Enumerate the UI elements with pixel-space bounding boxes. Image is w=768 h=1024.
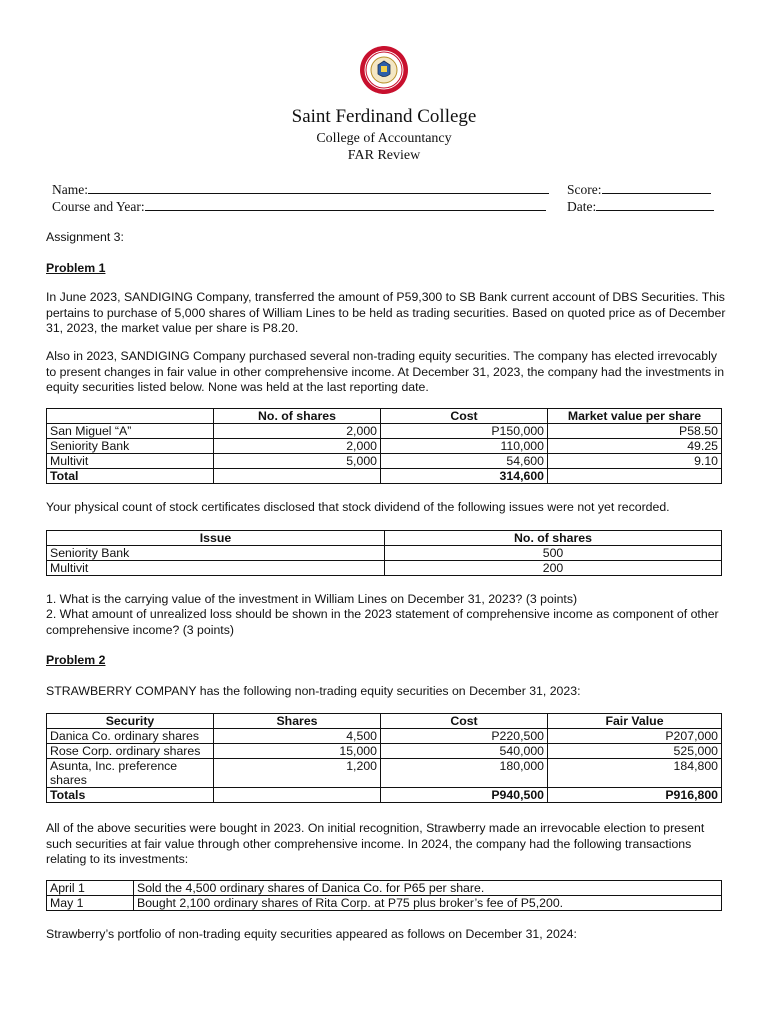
- total-label: Total: [47, 469, 214, 484]
- column-header: Security: [47, 714, 214, 729]
- column-header: No. of shares: [385, 531, 722, 546]
- table-cell: 15,000: [214, 744, 381, 759]
- course-year-field[interactable]: [52, 199, 546, 215]
- total-cost: 314,600: [381, 469, 548, 484]
- name-line[interactable]: [88, 182, 549, 194]
- equity-securities-table: [46, 408, 722, 484]
- table-cell: [548, 469, 722, 484]
- table-header-row: [47, 409, 722, 424]
- date-field[interactable]: [567, 199, 714, 215]
- table-cell: 5,000: [214, 454, 381, 469]
- problem1-paragraph-2: Also in 2023, SANDIGING Company purchased several non-trading equity securities. The company has elected irrevocably to present changes in fair value in other comprehensive income. At December 31, 2023, the company had the investments in equity securities listed below. None was held at the last reporting date.: [46, 349, 725, 394]
- name-label: Name:: [52, 182, 88, 197]
- transaction-date: May 1: [47, 896, 134, 911]
- table-cell: 525,000: [548, 744, 722, 759]
- table-cell: 180,000: [381, 759, 548, 788]
- transaction-description: Sold the 4,500 ordinary shares of Danica Co. for P65 per share.: [134, 881, 722, 896]
- problem2-paragraph-3: Strawberry’s portfolio of non-trading equity securities appeared as follows on December 31, 2024:: [46, 927, 577, 941]
- table-total-row: [47, 469, 722, 484]
- table-cell: P150,000: [381, 424, 548, 439]
- table-row: [47, 439, 722, 454]
- problem2-paragraph-1: STRAWBERRY COMPANY has the following non-trading equity securities on December 31, 2023:: [46, 684, 581, 698]
- table-cell: [214, 788, 381, 803]
- table-cell: 500: [385, 546, 722, 561]
- transaction-date: April 1: [47, 881, 134, 896]
- table-cell: 184,800: [548, 759, 722, 788]
- column-header: Shares: [214, 714, 381, 729]
- table-cell: P220,500: [381, 729, 548, 744]
- table-cell: P58.50: [548, 424, 722, 439]
- table-cell: 2,000: [214, 424, 381, 439]
- problem2-paragraph-2: All of the above securities were bought in 2023. On initial recognition, Strawberry made an irrevocable election to present such securities at fair value through other comprehensive income. In 2024, the company had the following transactions relating to its investments:: [46, 821, 705, 866]
- question-1: 1. What is the carrying value of the investment in William Lines on December 31, 2023? (3 points): [46, 592, 578, 606]
- course-name: FAR Review: [347, 148, 421, 163]
- table-row: [47, 561, 722, 576]
- name-field[interactable]: [52, 182, 549, 198]
- table-cell: 4,500: [214, 729, 381, 744]
- table-row: [47, 424, 722, 439]
- total-fair-value: P916,800: [548, 788, 722, 803]
- column-header: No. of shares: [214, 409, 381, 424]
- table-cell: [214, 469, 381, 484]
- total-label: Totals: [47, 788, 214, 803]
- table-row: [47, 744, 722, 759]
- college-seal-logo: [359, 45, 409, 95]
- date-line[interactable]: [596, 199, 714, 211]
- table-row: [47, 729, 722, 744]
- question-2: 2. What amount of unrealized loss should be shown in the 2023 statement of comprehensive income as component of other comprehensive income? (3 points): [46, 607, 719, 637]
- table-cell: Seniority Bank: [47, 439, 214, 454]
- column-header: [47, 409, 214, 424]
- table-row: [47, 759, 722, 788]
- table-cell: P207,000: [548, 729, 722, 744]
- column-header: Issue: [47, 531, 385, 546]
- column-header: Fair Value: [548, 714, 722, 729]
- table-cell: San Miguel “A”: [47, 424, 214, 439]
- table-cell: 2,000: [214, 439, 381, 454]
- strawberry-securities-table: [46, 713, 722, 803]
- course-year-label: Course and Year:: [52, 199, 145, 214]
- table-header-row: [47, 714, 722, 729]
- table-header-row: [47, 531, 722, 546]
- column-header: Market value per share: [548, 409, 722, 424]
- table-cell: 110,000: [381, 439, 548, 454]
- transaction-description: Bought 2,100 ordinary shares of Rita Corp. at P75 plus broker’s fee of P5,200.: [134, 896, 722, 911]
- course-year-line[interactable]: [145, 199, 546, 211]
- table-cell: Danica Co. ordinary shares: [47, 729, 214, 744]
- table-total-row: [47, 788, 722, 803]
- total-cost: P940,500: [381, 788, 548, 803]
- problem2-heading: Problem 2: [46, 653, 106, 667]
- date-label: Date:: [567, 199, 597, 214]
- column-header: Cost: [381, 409, 548, 424]
- table-cell: 200: [385, 561, 722, 576]
- stock-dividend-table: [46, 530, 722, 576]
- column-header: Cost: [381, 714, 548, 729]
- table-cell: 1,200: [214, 759, 381, 788]
- department-name: College of Accountancy: [316, 131, 452, 146]
- table-cell: Multivit: [47, 561, 385, 576]
- problem1-paragraph-3: Your physical count of stock certificates disclosed that stock dividend of the following issues were not yet recorded.: [46, 500, 670, 514]
- table-row: [47, 881, 722, 896]
- score-field[interactable]: [567, 182, 711, 198]
- score-line[interactable]: [602, 182, 711, 194]
- table-row: [47, 896, 722, 911]
- table-cell: Asunta, Inc. preference shares: [47, 759, 214, 788]
- problem1-paragraph-1: In June 2023, SANDIGING Company, transferred the amount of P59,300 to SB Bank current account of DBS Securities. This pertains to purchase of 5,000 shares of William Lines to be held as trading securities. Based on quoted price as of December 31, 2023, the market value per share is P8.20.: [46, 290, 726, 335]
- table-cell: 54,600: [381, 454, 548, 469]
- table-cell: Rose Corp. ordinary shares: [47, 744, 214, 759]
- table-cell: Multivit: [47, 454, 214, 469]
- table-cell: 49.25: [548, 439, 722, 454]
- score-label: Score:: [567, 182, 602, 197]
- table-row: [47, 546, 722, 561]
- table-cell: 540,000: [381, 744, 548, 759]
- college-name: Saint Ferdinand College: [291, 106, 477, 127]
- table-cell: 9.10: [548, 454, 722, 469]
- problem1-heading: Problem 1: [46, 261, 106, 275]
- assignment-label: Assignment 3:: [46, 230, 124, 244]
- transactions-table: [46, 880, 722, 911]
- table-row: [47, 454, 722, 469]
- table-cell: Seniority Bank: [47, 546, 385, 561]
